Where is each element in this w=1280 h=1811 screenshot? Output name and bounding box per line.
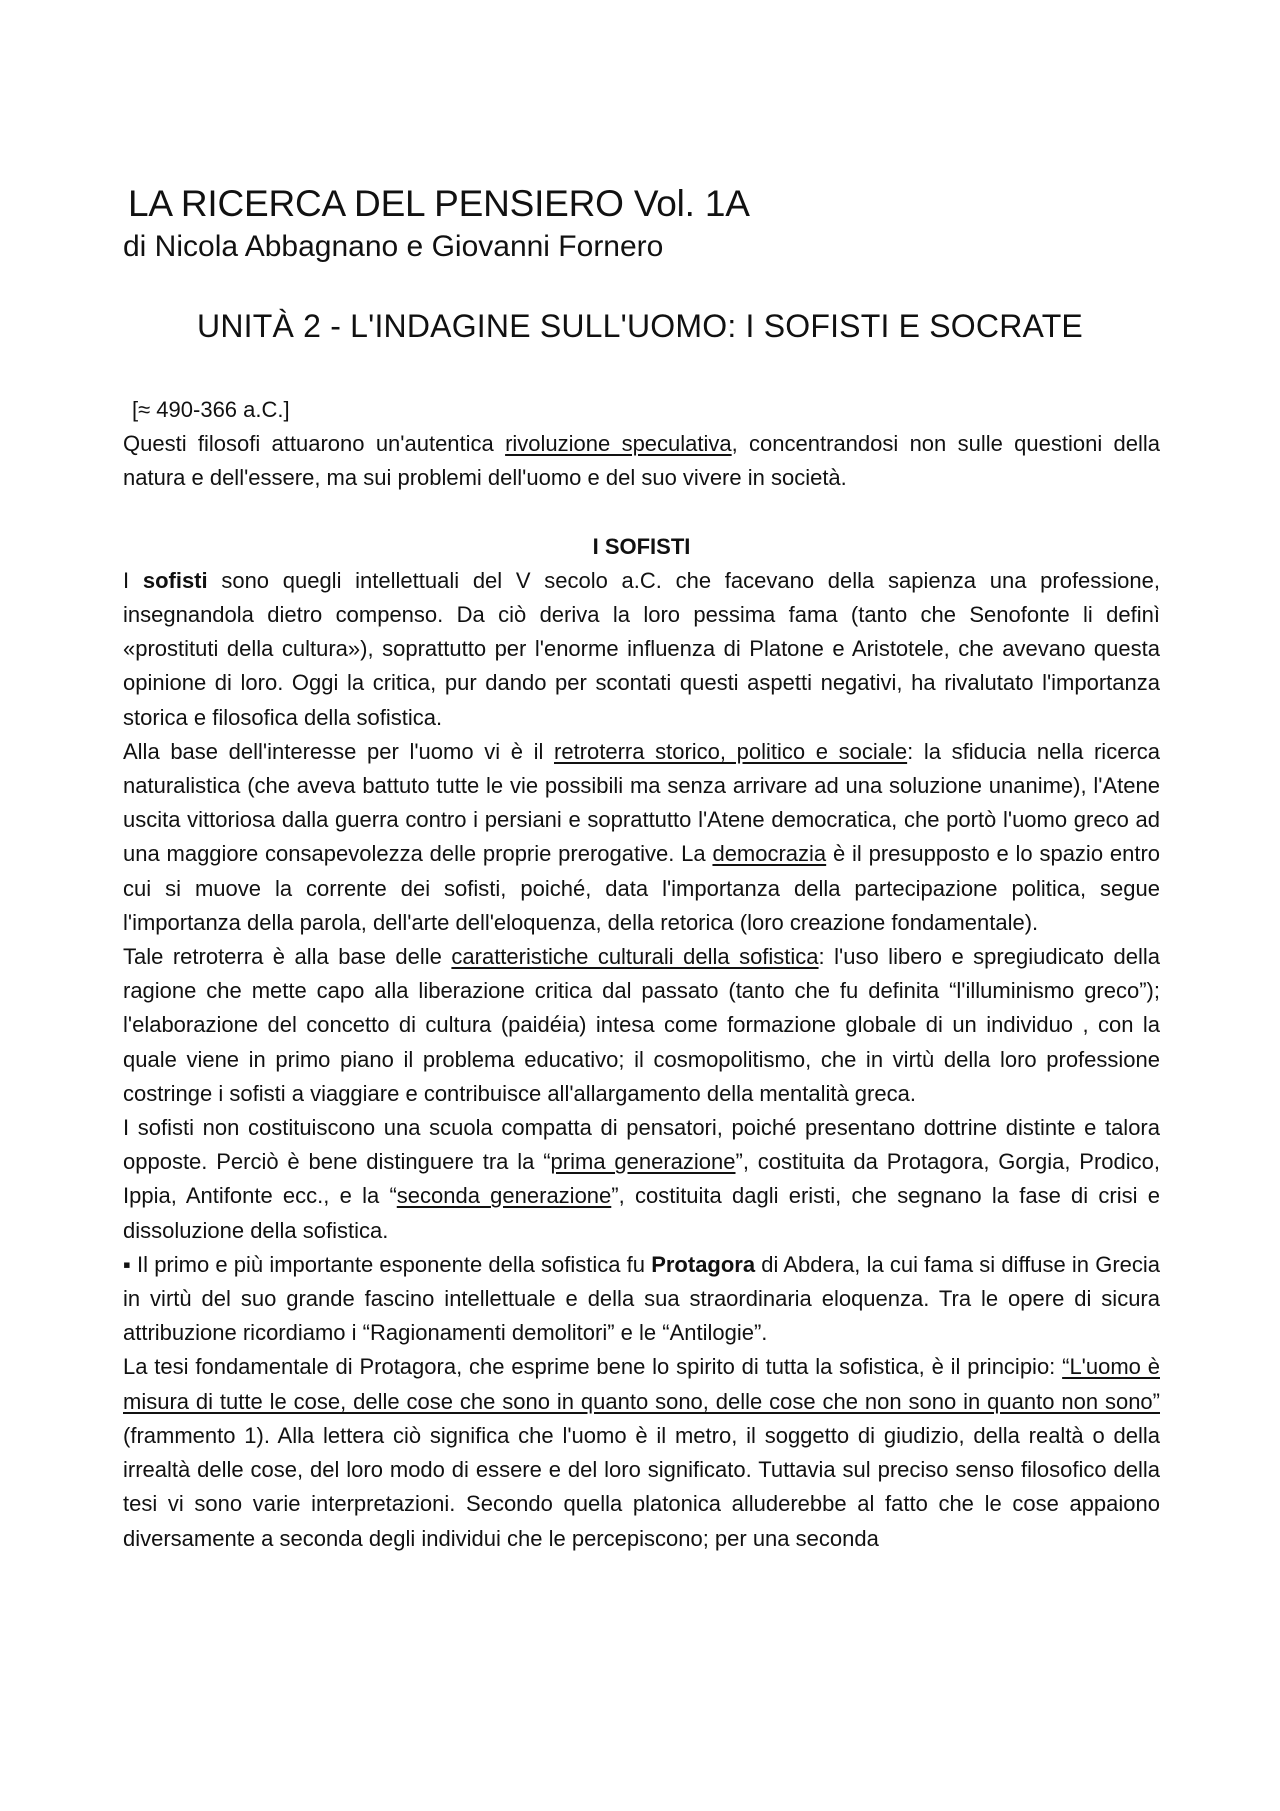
bold-term: sofisti xyxy=(142,567,208,593)
unit-title: UNITÀ 2 - L'INDAGINE SULL'UOMO: I SOFISTI E SOCRATE xyxy=(197,308,1083,344)
underlined-term: retroterra storico, politico e sociale xyxy=(554,738,908,764)
underlined-term: rivoluzione speculativa xyxy=(505,431,732,457)
book-title: LA RICERCA DEL PENSIERO Vol. 1A xyxy=(128,183,750,224)
bold-term: Protagora xyxy=(651,1251,756,1277)
text-run: , concentrandosi non sulle questioni della natura e dell'essere, ma sui problemi dell'uomo e del suo vivere in società. xyxy=(123,431,1160,491)
text-run: (frammento 1). Alla lettera ciò significa che l'uomo è il metro, il soggetto di giudizio, della realtà o della irrealtà delle cose, del loro modo di essere e del loro significato. Tuttavia sul preciso senso filosofico della tesi vi sono varie interpretazioni. Secondo quella platonica alluderebbe al fatto che le cose appaiono diversamente a seconda degli individui che le percepiscono; per una seconda xyxy=(123,1422,1160,1551)
text-run: è il presupposto e lo spazio entro cui si muove la corrente dei sofisti, poiché, data l'importanza della partecipazione politica, segue l'importanza della parola, dell'arte dell'eloquenza, della retorica (loro creazione fondamentale). xyxy=(123,841,1161,935)
text-run: sono quegli intellettuali del V secolo a.C. che facevano della sapienza una professione, insegnandola dietro compenso. Da ciò deriva la loro pessima fama (tanto che Senofonte li definì «prostituti della cultura»), soprattutto per l'enorme influenza di Platone e Aristotele, che avevano questa opinione di loro. Oggi la critica, pur dando per scontati questi aspetti negativi, ha rivalutato l'importanza storica e filosofica della sofistica. xyxy=(123,567,1161,730)
text-run: Questi filosofi attuarono un'autentica xyxy=(123,431,506,457)
underlined-term: prima generazione xyxy=(550,1149,736,1175)
paragraph xyxy=(123,1248,1160,1351)
text-run: : la sfiducia nella ricerca naturalistica (che aveva battuto tutte le vie possibili ma senza arrivare ad una soluzione unanime), l'Atene uscita vittoriosa dalla guerra contro i persiani e soprattutto l'Atene democratica, che portò l'uomo greco ad una maggiore consapevolezza delle proprie prerogative. La xyxy=(123,738,1160,867)
underlined-term: democrazia xyxy=(712,841,827,867)
text-run: ”, costituita dagli eristi, che segnano la fase di crisi e dissoluzione della sofistica. xyxy=(123,1183,1160,1243)
paragraph xyxy=(123,940,1160,1111)
paragraph xyxy=(123,564,1160,735)
section-heading: I SOFISTI xyxy=(592,533,691,559)
text-run: di Abdera, la cui fama si diffuse in Grecia in virtù del suo grande fascino intellettuale e della sua straordinaria eloquenza. Tra le opere di sicura attribuzione ricordiamo i “Ragionamenti demolitori” e le “Antilogie”. xyxy=(123,1251,1161,1346)
text-run: ”, costituita da Protagora, Gorgia, Prodico, Ippia, Antifonte ecc., e la “ xyxy=(123,1149,1160,1209)
text-run: I xyxy=(123,567,143,593)
paragraph xyxy=(123,735,1160,940)
text-run: ▪ Il primo e più importante esponente della sofistica fu xyxy=(123,1251,652,1277)
book-authors: di Nicola Abbagnano e Giovanni Fornero xyxy=(123,230,664,263)
underlined-quote: “L'uomo è misura di tutte le cose, delle cose che sono in quanto sono, delle cose che non sono in quanto non sono” xyxy=(123,1354,1160,1414)
text-run: Alla base dell'interesse per l'uomo vi è il xyxy=(123,738,554,764)
intro-paragraph xyxy=(123,427,1160,495)
date-range: [≈ 490-366 a.C.] xyxy=(132,397,290,422)
paragraph xyxy=(123,1350,1160,1555)
text-run: La tesi fondamentale di Protagora, che esprime bene lo spirito di tutta la sofistica, è il principio: xyxy=(123,1354,1063,1380)
underlined-term: caratteristiche culturali della sofistica xyxy=(451,944,819,970)
paragraph xyxy=(123,1111,1160,1248)
underlined-term: seconda generazione xyxy=(396,1183,612,1209)
text-run: I sofisti non costituiscono una scuola compatta di pensatori, poiché presentano dottrine distinte e talora opposte. Perciò è bene distinguere tra la “ xyxy=(123,1115,1160,1175)
document-body xyxy=(123,393,1160,1556)
text-run: : l'uso libero e spregiudicato della ragione che mette capo alla liberazione critica dal passato (tanto che fu definita “l'illuminismo greco”); l'elaborazione del concetto di cultura (paidéia) intesa come formazione globale di un individuo , con la quale viene in primo piano il problema educativo; il cosmopolitismo, che in virtù della loro professione costringe i sofisti a viaggiare e contribuisce all'allargamento della mentalità greca. xyxy=(123,944,1161,1106)
text-run: Tale retroterra è alla base delle xyxy=(123,944,452,970)
